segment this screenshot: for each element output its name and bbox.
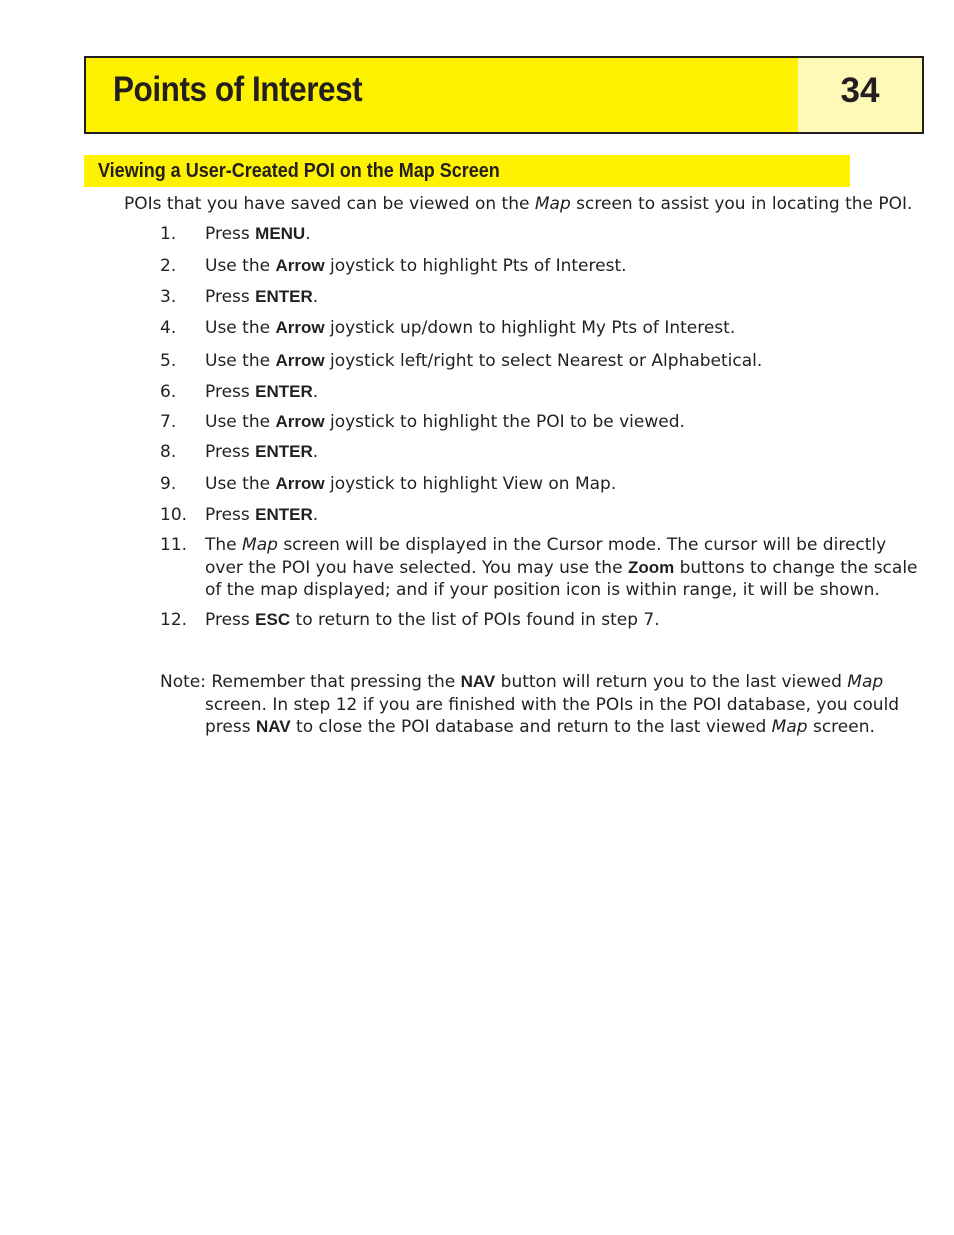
step-3: 3. Press ENTER.	[160, 287, 319, 307]
step-number: 1.	[160, 224, 177, 244]
map-term: Map	[534, 194, 571, 214]
key-label: MENU	[255, 224, 306, 243]
key-label: Arrow	[275, 318, 325, 337]
section-title: Viewing a User-Created POI on the Map Screen	[98, 160, 500, 182]
page-number: 34	[840, 71, 880, 110]
key-label: NAV	[255, 717, 291, 736]
step-11: 11. The Map screen will be displayed in the Cursor mode. The cursor will be directly over the POI you have selected. You may use the Zoom buttons to change the scale of the map displayed; and if your position icon is within range, it will be shown.	[160, 535, 918, 600]
step-number: 7.	[160, 412, 177, 432]
map-term: Map	[771, 717, 808, 737]
section-heading-bar	[84, 155, 850, 187]
key-label: Arrow	[275, 474, 325, 493]
step-1: 1. Press MENU.	[160, 224, 311, 244]
step-number: 3.	[160, 287, 177, 307]
step-7: 7. Use the Arrow joystick to highlight the POI to be viewed.	[160, 412, 685, 432]
key-label: ENTER	[255, 442, 313, 461]
step-8: 8. Press ENTER.	[160, 442, 319, 462]
step-10: 10. Press ENTER.	[160, 505, 319, 525]
step-4: 4. Use the Arrow joystick up/down to highlight My Pts of Interest.	[160, 318, 736, 338]
key-label: ENTER	[255, 382, 313, 401]
step-number: 6.	[160, 382, 177, 402]
step-number: 12.	[160, 610, 188, 630]
display-text: My Pts of Interest	[581, 318, 730, 338]
key-label: ESC	[255, 610, 291, 629]
step-5: 5. Use the Arrow joystick left/right to select Nearest or Alphabetical.	[160, 351, 763, 371]
page-title: Points of Interest	[113, 70, 363, 109]
key-label: Zoom	[627, 557, 675, 577]
step-6: 6. Press ENTER.	[160, 382, 319, 402]
display-text: View on Map	[502, 474, 611, 494]
step-number: 10.	[160, 505, 188, 525]
step-9: 9. Use the Arrow joystick to highlight View on Map.	[160, 474, 617, 494]
step-12: 12. Press ESC to return to the list of POIs found in step 7.	[160, 610, 660, 630]
key-label: Arrow	[275, 351, 325, 370]
page-number-box	[798, 58, 922, 132]
key-label: ENTER	[255, 505, 313, 524]
key-label: Arrow	[275, 256, 325, 275]
key-label: ENTER	[255, 287, 313, 306]
step-number: 5.	[160, 351, 177, 371]
step-2: 2. Use the Arrow joystick to highlight Pts of Interest.	[160, 256, 627, 276]
note-paragraph: Note: Remember that pressing the NAV button will return you to the last viewed Map screen. In step 12 if you are finished with the POIs in the POI database, you could press NAV to close the POI database and return to the last viewed Map screen.	[160, 672, 900, 737]
step-number: 11.	[160, 535, 188, 555]
step-number: 2.	[160, 256, 177, 276]
display-text: Nearest	[557, 351, 624, 371]
key-label: Arrow	[275, 412, 325, 431]
step-number: 4.	[160, 318, 177, 338]
display-text: Alphabetical	[651, 351, 757, 371]
step-number: 9.	[160, 474, 177, 494]
intro-paragraph: POIs that you have saved can be viewed on the Map screen to assist you in locating the POI.	[124, 194, 913, 214]
step-number: 8.	[160, 442, 177, 462]
map-term: Map	[847, 672, 884, 692]
display-text: Pts of Interest	[502, 256, 622, 276]
page-header	[84, 56, 924, 134]
key-label: NAV	[460, 672, 496, 691]
map-term: Map	[242, 535, 278, 555]
